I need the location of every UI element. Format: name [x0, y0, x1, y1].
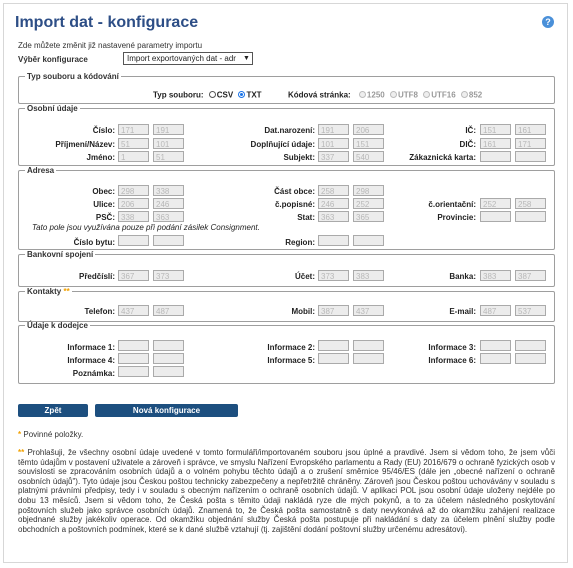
encoding-label: Kódová stránka: — [288, 90, 351, 100]
jmeno-to-input[interactable]: 51 — [153, 151, 184, 162]
info5-to-input[interactable] — [353, 353, 384, 364]
banka-to-input[interactable]: 387 — [515, 270, 546, 281]
radio-txt[interactable] — [238, 91, 245, 98]
config-select[interactable] — [123, 52, 253, 65]
email-label: E-mail: — [449, 307, 476, 316]
c-orientacni-label: č.orientační: — [428, 200, 476, 209]
poznamka-label: Poznámka: — [72, 369, 115, 378]
delivery-legend: Údaje k dodejce — [27, 321, 88, 330]
chevron-down-icon: ▼ — [243, 55, 250, 62]
radio-1250[interactable] — [359, 91, 366, 98]
prijmeni-label: Příjmení/Název: — [55, 140, 115, 149]
poznamka-to-input[interactable] — [153, 366, 184, 377]
info4-to-input[interactable] — [153, 353, 184, 364]
cislo-from-input[interactable]: 171 — [118, 124, 149, 135]
obec-label: Obec: — [92, 187, 115, 196]
info3-from-input[interactable] — [480, 340, 511, 351]
c-popisne-to-input[interactable]: 252 — [353, 198, 384, 209]
predcisli-to-input[interactable]: 373 — [153, 270, 184, 281]
required-mark: * — [18, 430, 22, 439]
doplnujici-label: Doplňující údaje: — [250, 140, 315, 149]
c-popisne-label: č.popisné: — [274, 200, 315, 209]
provincie-from-input[interactable] — [480, 211, 511, 222]
c-orientacni-to-input[interactable]: 258 — [515, 198, 546, 209]
email-from-input[interactable]: 487 — [480, 305, 511, 316]
banka-from-input[interactable]: 383 — [480, 270, 511, 281]
c-orientacni-from-input[interactable]: 252 — [480, 198, 511, 209]
info6-to-input[interactable] — [515, 353, 546, 364]
config-selected-value: Import exportovaných dat - adr — [127, 54, 236, 63]
ulice-to-input[interactable]: 246 — [153, 198, 184, 209]
radio-852[interactable] — [461, 91, 468, 98]
subjekt-label: Subjekt: — [283, 153, 315, 162]
info3-label: Informace 3: — [428, 343, 476, 352]
ic-from-input[interactable]: 151 — [480, 124, 511, 135]
prijmeni-from-input[interactable]: 51 — [118, 138, 149, 149]
contacts-legend — [25, 287, 72, 296]
zakaznicka-karta-from-input[interactable] — [480, 151, 511, 162]
cast-obce-label: Část obce: — [274, 187, 315, 196]
ucet-from-input[interactable]: 373 — [318, 270, 349, 281]
stat-label: Stat: — [297, 213, 315, 222]
radio-csv[interactable] — [209, 91, 216, 98]
info1-from-input[interactable] — [118, 340, 149, 351]
poznamka-from-input[interactable] — [118, 366, 149, 377]
psc-to-input[interactable]: 363 — [153, 211, 184, 222]
cislo-label: Číslo: — [92, 126, 115, 135]
required-text: Povinné položky. — [23, 430, 84, 439]
radio-utf8-label: UTF8 — [397, 90, 418, 100]
dic-to-input[interactable]: 171 — [515, 138, 546, 149]
help-icon[interactable]: ? — [542, 16, 554, 28]
contacts-legend-mark: ** — [63, 287, 70, 296]
file-type-row — [153, 90, 262, 99]
subjekt-to-input[interactable]: 540 — [353, 151, 384, 162]
mobil-label: Mobil: — [291, 307, 315, 316]
legal-mark: ** — [18, 448, 25, 457]
telefon-label: Telefon: — [84, 307, 115, 316]
file-type-label: Typ souboru: — [153, 90, 204, 100]
radio-852-label: 852 — [468, 90, 483, 100]
obec-to-input[interactable]: 338 — [153, 185, 184, 196]
bank-legend: Bankovní spojení — [27, 250, 94, 259]
dat-narozeni-from-input[interactable]: 191 — [318, 124, 349, 135]
banka-label: Banka: — [449, 272, 476, 281]
back-button[interactable]: Zpět — [18, 404, 88, 417]
new-config-button[interactable]: Nová konfigurace — [95, 404, 238, 417]
radio-utf16-label: UTF16 — [431, 90, 456, 100]
page-title: Import dat - konfigurace — [15, 14, 199, 31]
predcisli-from-input[interactable]: 367 — [118, 270, 149, 281]
dic-label: DIČ: — [459, 140, 476, 149]
doplnujici-to-input[interactable]: 151 — [353, 138, 384, 149]
doplnujici-from-input[interactable]: 101 — [318, 138, 349, 149]
c-popisne-from-input[interactable]: 246 — [318, 198, 349, 209]
email-to-input[interactable]: 537 — [515, 305, 546, 316]
psc-from-input[interactable]: 338 — [118, 211, 149, 222]
info2-to-input[interactable] — [353, 340, 384, 351]
bank-section — [18, 250, 555, 287]
file-type-legend: Typ souboru a kódování — [27, 72, 119, 81]
cislo-to-input[interactable]: 191 — [153, 124, 184, 135]
info5-from-input[interactable] — [318, 353, 349, 364]
cislo-bytu-to-input[interactable] — [153, 235, 184, 246]
telefon-from-input[interactable]: 437 — [118, 305, 149, 316]
radio-utf16[interactable] — [423, 91, 430, 98]
provincie-label: Provincie: — [437, 213, 476, 222]
cast-obce-to-input[interactable]: 298 — [353, 185, 384, 196]
mobil-from-input[interactable]: 387 — [318, 305, 349, 316]
stat-to-input[interactable]: 365 — [353, 211, 384, 222]
legal-notice — [18, 448, 555, 534]
subjekt-from-input[interactable]: 337 — [318, 151, 349, 162]
config-label: Výběr konfigurace — [18, 55, 88, 64]
cislo-bytu-label: Číslo bytu: — [73, 238, 115, 247]
obec-from-input[interactable]: 298 — [118, 185, 149, 196]
ic-to-input[interactable]: 161 — [515, 124, 546, 135]
consignment-note: Tato pole jsou využívána pouze při podání zásilek Consignment. — [32, 223, 260, 232]
info2-from-input[interactable] — [318, 340, 349, 351]
mobil-to-input[interactable]: 437 — [353, 305, 384, 316]
dat-narozeni-label: Dat.narození: — [264, 126, 315, 135]
intro-text: Zde můžete změnit již nastavené parametry importu — [18, 41, 203, 50]
personal-legend: Osobní údaje — [27, 104, 78, 113]
zakaznicka-karta-to-input[interactable] — [515, 151, 546, 162]
psc-label: PSČ: — [95, 213, 115, 222]
info1-to-input[interactable] — [153, 340, 184, 351]
info6-from-input[interactable] — [480, 353, 511, 364]
region-to-input[interactable] — [353, 235, 384, 246]
contacts-legend-text: Kontakty — [27, 287, 62, 296]
required-note — [18, 430, 83, 439]
radio-utf8[interactable] — [390, 91, 397, 98]
info1-label: Informace 1: — [67, 343, 115, 352]
predcisli-label: Předčíslí: — [78, 272, 115, 281]
telefon-to-input[interactable]: 487 — [153, 305, 184, 316]
contacts-section — [18, 287, 555, 322]
encoding-row — [288, 90, 482, 99]
ucet-to-input[interactable]: 383 — [353, 270, 384, 281]
zakaznicka-karta-label: Zákaznická karta: — [409, 153, 476, 162]
cast-obce-from-input[interactable]: 258 — [318, 185, 349, 196]
info4-from-input[interactable] — [118, 353, 149, 364]
radio-1250-label: 1250 — [366, 90, 385, 100]
info3-to-input[interactable] — [515, 340, 546, 351]
address-legend: Adresa — [27, 166, 55, 175]
ulice-from-input[interactable]: 206 — [118, 198, 149, 209]
stat-from-input[interactable]: 363 — [318, 211, 349, 222]
info4-label: Informace 4: — [67, 356, 115, 365]
jmeno-label: Jméno: — [86, 153, 115, 162]
cislo-bytu-from-input[interactable] — [118, 235, 149, 246]
info5-label: Informace 5: — [267, 356, 315, 365]
info6-label: Informace 6: — [428, 356, 476, 365]
info2-label: Informace 2: — [267, 343, 315, 352]
radio-csv-label: CSV — [216, 90, 234, 100]
ucet-label: Účet: — [294, 272, 315, 281]
region-label: Region: — [285, 238, 315, 247]
prijmeni-to-input[interactable]: 101 — [153, 138, 184, 149]
radio-txt-label: TXT — [246, 90, 262, 100]
ulice-label: Ulice: — [93, 200, 115, 209]
provincie-to-input[interactable] — [515, 211, 546, 222]
jmeno-from-input[interactable]: 1 — [118, 151, 149, 162]
region-from-input[interactable] — [318, 235, 349, 246]
dat-narozeni-to-input[interactable]: 206 — [353, 124, 384, 135]
legal-text: Prohlašuji, že všechny osobní údaje uvedené v tomto formuláři/importovaném souboru jsou úplné a pravdivé. Jsem si vědom toho, že jsem vůči těmto údajům v postavení uživatele a zároveň i správce, ve smyslu Nařízení Evropského parlamentu a Rady (EU) 2016/679 o ochraně fyzických osob v souvislosti se zpracováním osobních údajů a o volném pohybu těchto údajů a o zrušení směrnice 95/46/ES (dále jen „obecné nařízení o ochraně osobních údajů"). Tyto údaje jsou Českou poštou technicky zabezpečeny a nepřetržitě chráněny. Zároveň jsou Českou poštou uchovávány v souladu s platnými právními předpisy, tedy i v souladu s obecným nařízením o ochraně osobních údajů. V aplikaci POL jsou osobní údaje uloženy nejdéle po dobu 13 měsíců. Jsem si vědom toho, že Česká pošta s těmito údaji nakládá ryze dle mých pokynů, a to za účelem následného poskytování poštovních služeb jako správce osobních údajů. Znamená to, že Česká pošta samostatně s daty nevykonává až do okamžiku zahájení realizace objednané služby jakékoliv operace. Od okamžiku objednání služby Česká pošta postupuje při nakládání s daty za účelem plnění služby podle obchodních a poštovních podmínek, které se k dané službě vztahují (tj. zajištění dodání poštovní služby určenému adresátovi). — [18, 448, 555, 534]
ic-label: IČ: — [465, 126, 476, 135]
dic-from-input[interactable]: 161 — [480, 138, 511, 149]
